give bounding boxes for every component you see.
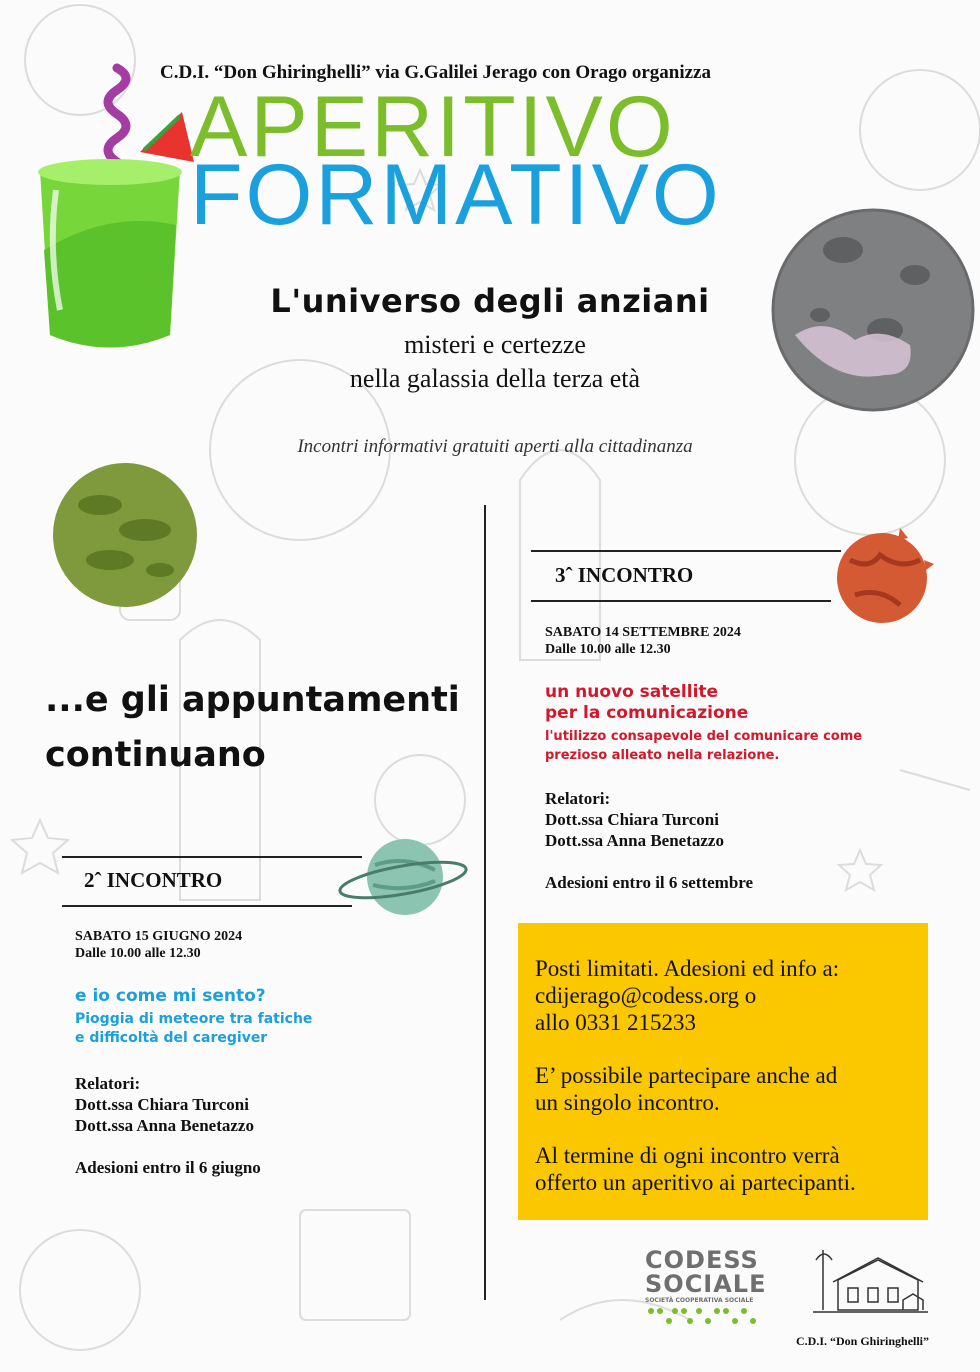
continue-heading-line-1: ...e gli appuntamenti xyxy=(45,680,460,720)
incontro2-description-line-1: Pioggia di meteore tra fatiche xyxy=(75,1011,313,1027)
info-phone-line[interactable]: allo 0331 215233 xyxy=(535,1010,696,1035)
column-divider xyxy=(484,505,486,1300)
incontro3-description-line-2: prezioso alleato nella relazione. xyxy=(545,748,780,763)
incontro3-topic-line-1: un nuovo satellite xyxy=(545,682,719,702)
codess-dots-icon xyxy=(645,1305,760,1327)
ringed-planet-illustration xyxy=(335,830,470,925)
info-line-5: un singolo incontro. xyxy=(535,1090,720,1115)
incontro3-deadline: Adesioni entro il 6 settembre xyxy=(545,873,754,892)
incontro3-topic-line-2: per la comunicazione xyxy=(545,703,749,723)
title-aperitivo: APERITIVO xyxy=(190,79,676,175)
incontro2-date: SABATO 15 GIUGNO 2024 xyxy=(75,929,243,944)
codess-logo-tagline: SOCIETÀ COOPERATIVA SOCIALE xyxy=(645,1297,754,1304)
incontro2-speakers-label: Relatori: xyxy=(75,1074,141,1093)
incontro2-time: Dalle 10.00 alle 12.30 xyxy=(75,946,201,961)
incontro2-speaker-2: Dott.ssa Anna Benetazzo xyxy=(75,1116,254,1135)
incontro3-top-rule xyxy=(531,550,841,552)
incontro3-title: 3ˆ INCONTRO xyxy=(555,563,694,587)
continue-heading-line-2: continuano xyxy=(45,735,266,775)
incontro2-topic: e io come mi sento? xyxy=(75,986,266,1006)
incontro3-time: Dalle 10.00 alle 12.30 xyxy=(545,642,671,657)
incontro3-speaker-1: Dott.ssa Chiara Turconi xyxy=(545,810,719,829)
info-line-1: Posti limitati. Adesioni ed info a: xyxy=(535,956,840,981)
title-formativo: FORMATIVO xyxy=(190,147,722,243)
tagline-line-1: misteri e certezze xyxy=(404,330,586,359)
incontro2-top-rule xyxy=(62,856,362,858)
incontro2-deadline: Adesioni entro il 6 giugno xyxy=(75,1158,261,1177)
tagline-line-2: nella galassia della terza età xyxy=(349,364,641,393)
codess-sociale-logo xyxy=(645,1248,770,1338)
incontro3-description-line-1: l'utilizzo consapevole del comunicare come xyxy=(545,729,863,744)
incontro3-speakers-label: Relatori: xyxy=(545,789,611,808)
info-line-4: E’ possibile partecipare anche ad xyxy=(535,1063,838,1088)
cdi-logo-caption: C.D.I. “Don Ghiringhelli” xyxy=(796,1334,930,1348)
info-line-7: offerto un aperitivo ai partecipanti. xyxy=(535,1170,856,1195)
cdi-building-logo xyxy=(808,1240,933,1325)
green-planet-illustration xyxy=(40,460,210,610)
organizer-line: C.D.I. “Don Ghiringhelli” via G.Galilei Jerago con Orago organizza xyxy=(160,62,711,83)
info-email-line[interactable]: cdijerago@codess.org o xyxy=(535,983,757,1008)
subtitle: L'universo degli anziani xyxy=(270,282,710,320)
incontro3-speaker-2: Dott.ssa Anna Benetazzo xyxy=(545,831,724,850)
incontro2-title: 2ˆ INCONTRO xyxy=(84,868,223,892)
codess-logo-line-2: SOCIALE xyxy=(645,1270,767,1298)
intro-text: Incontri informativi gratuiti aperti alla cittadinanza xyxy=(297,436,693,457)
red-planet-illustration xyxy=(830,520,940,630)
incontro2-speaker-1: Dott.ssa Chiara Turconi xyxy=(75,1095,249,1114)
incontro2-bottom-rule xyxy=(62,905,352,907)
incontro3-date: SABATO 14 SETTEMBRE 2024 xyxy=(545,625,741,640)
incontro3-bottom-rule xyxy=(531,600,831,602)
codess-logo-line-1: CODESS xyxy=(645,1246,759,1274)
incontro2-description-line-2: e difficoltà del caregiver xyxy=(75,1030,268,1046)
info-line-6: Al termine di ogni incontro verrà xyxy=(535,1143,840,1168)
info-box xyxy=(518,923,928,1220)
